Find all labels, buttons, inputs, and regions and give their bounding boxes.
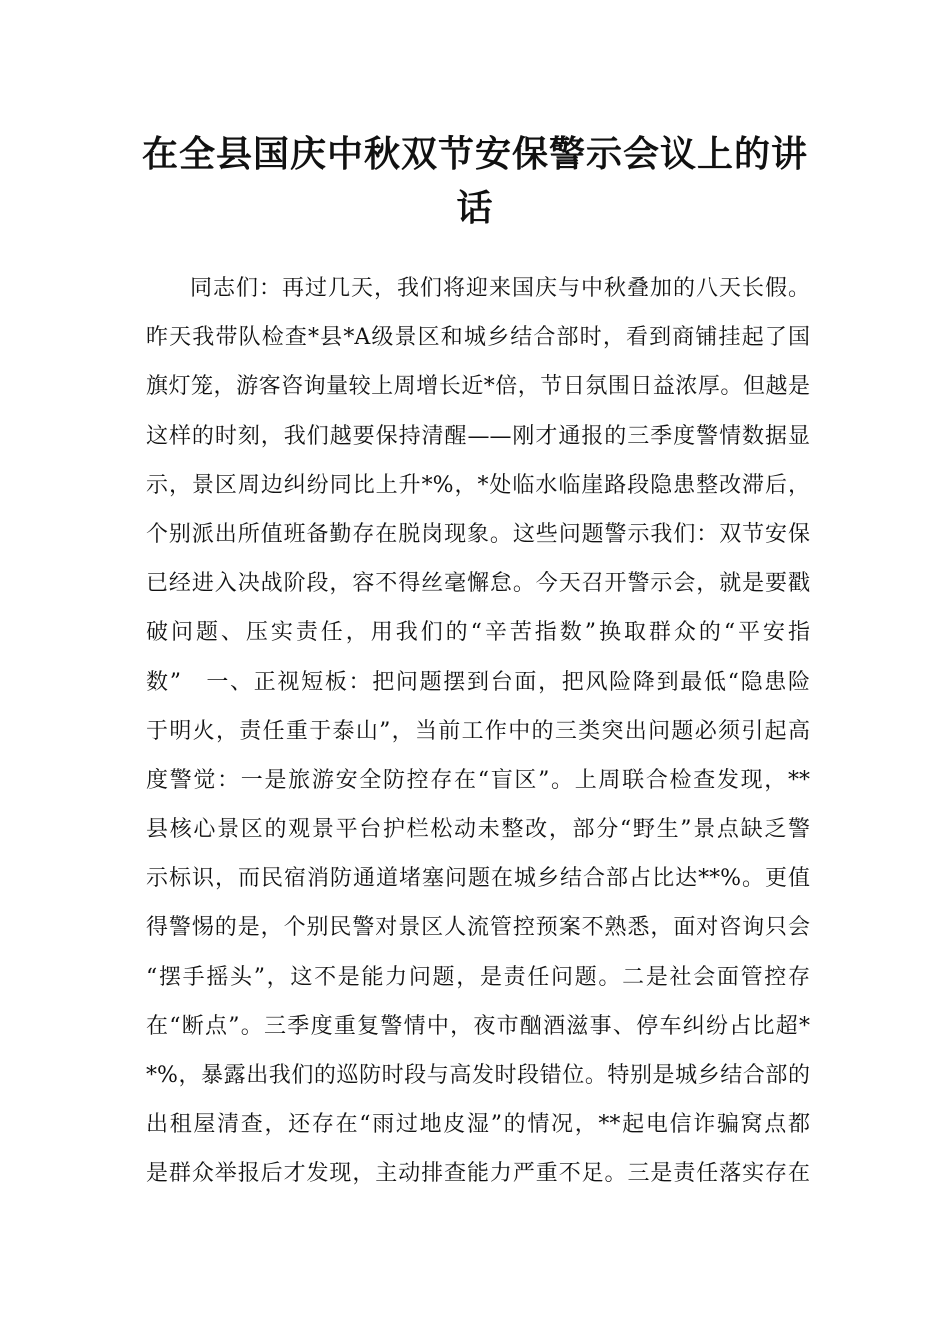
paragraph-line: 个别派出所值班备勤存在脱岗现象。这些问题警示我们：双节安保 bbox=[146, 521, 810, 547]
paragraph-line: 同志们：再过几天，我们将迎来国庆与中秋叠加的八天长假。 bbox=[190, 276, 810, 301]
paragraph-line: 昨天我带队检查*县*A级景区和城乡结合部时，看到商铺挂起了国 bbox=[146, 325, 810, 351]
paragraph-line: 已经进入决战阶段，容不得丝毫懈怠。今天召开警示会，就是要戳 bbox=[146, 571, 810, 597]
paragraph-line: 得警惕的是，个别民警对景区人流管控预案不熟悉，面对咨询只会 bbox=[146, 915, 810, 941]
speech-body bbox=[146, 264, 810, 1199]
paragraph-line: *%，暴露出我们的巡防时段与高发时段错位。特别是城乡结合部的 bbox=[146, 1063, 810, 1088]
title-line-2: 话 bbox=[456, 188, 494, 229]
title-line-1: 在全县国庆中秋双节安保警示会议上的讲 bbox=[141, 134, 808, 175]
paragraph-line: “摆手摇头”，这不是能力问题，是责任问题。二是社会面管控存 bbox=[146, 964, 810, 990]
paragraph-line: 破问题、压实责任，用我们的“辛苦指数”换取群众的“平安指 bbox=[146, 620, 810, 646]
paragraph-line: 这样的时刻，我们越要保持清醒——刚才通报的三季度警情数据显 bbox=[146, 423, 810, 449]
paragraph-line: 旗灯笼，游客咨询量较上周增长近*倍，节日氛围日益浓厚。但越是 bbox=[146, 374, 810, 400]
paragraph-line: 示，景区周边纠纷同比上升*%，*处临水临崖路段隐患整改滞后， bbox=[146, 472, 810, 498]
paragraph-line: 于明火，责任重于泰山”，当前工作中的三类突出问题必须引起高 bbox=[146, 718, 810, 744]
paragraph-line: 数” 一、正视短板：把问题摆到台面，把风险降到最低“隐患险 bbox=[146, 669, 810, 695]
paragraph-line: 出租屋清查，还存在“雨过地皮湿”的情况，**起电信诈骗窝点都 bbox=[146, 1112, 810, 1138]
paragraph-line: 在“断点”。三季度重复警情中，夜市酗酒滋事、停车纠纷占比超* bbox=[146, 1013, 810, 1039]
paragraph-line: 度警觉：一是旅游安全防控存在“盲区”。上周联合检查发现，** bbox=[146, 767, 810, 793]
paragraph-line: 示标识，而民宿消防通道堵塞问题在城乡结合部占比达**%。更值 bbox=[146, 866, 810, 892]
paragraph-line: 是群众举报后才发现，主动排查能力严重不足。三是责任落实存在 bbox=[146, 1161, 810, 1187]
document-title bbox=[140, 128, 810, 236]
paragraph-line: 县核心景区的观景平台护栏松动未整改，部分“野生”景点缺乏警 bbox=[146, 817, 810, 843]
